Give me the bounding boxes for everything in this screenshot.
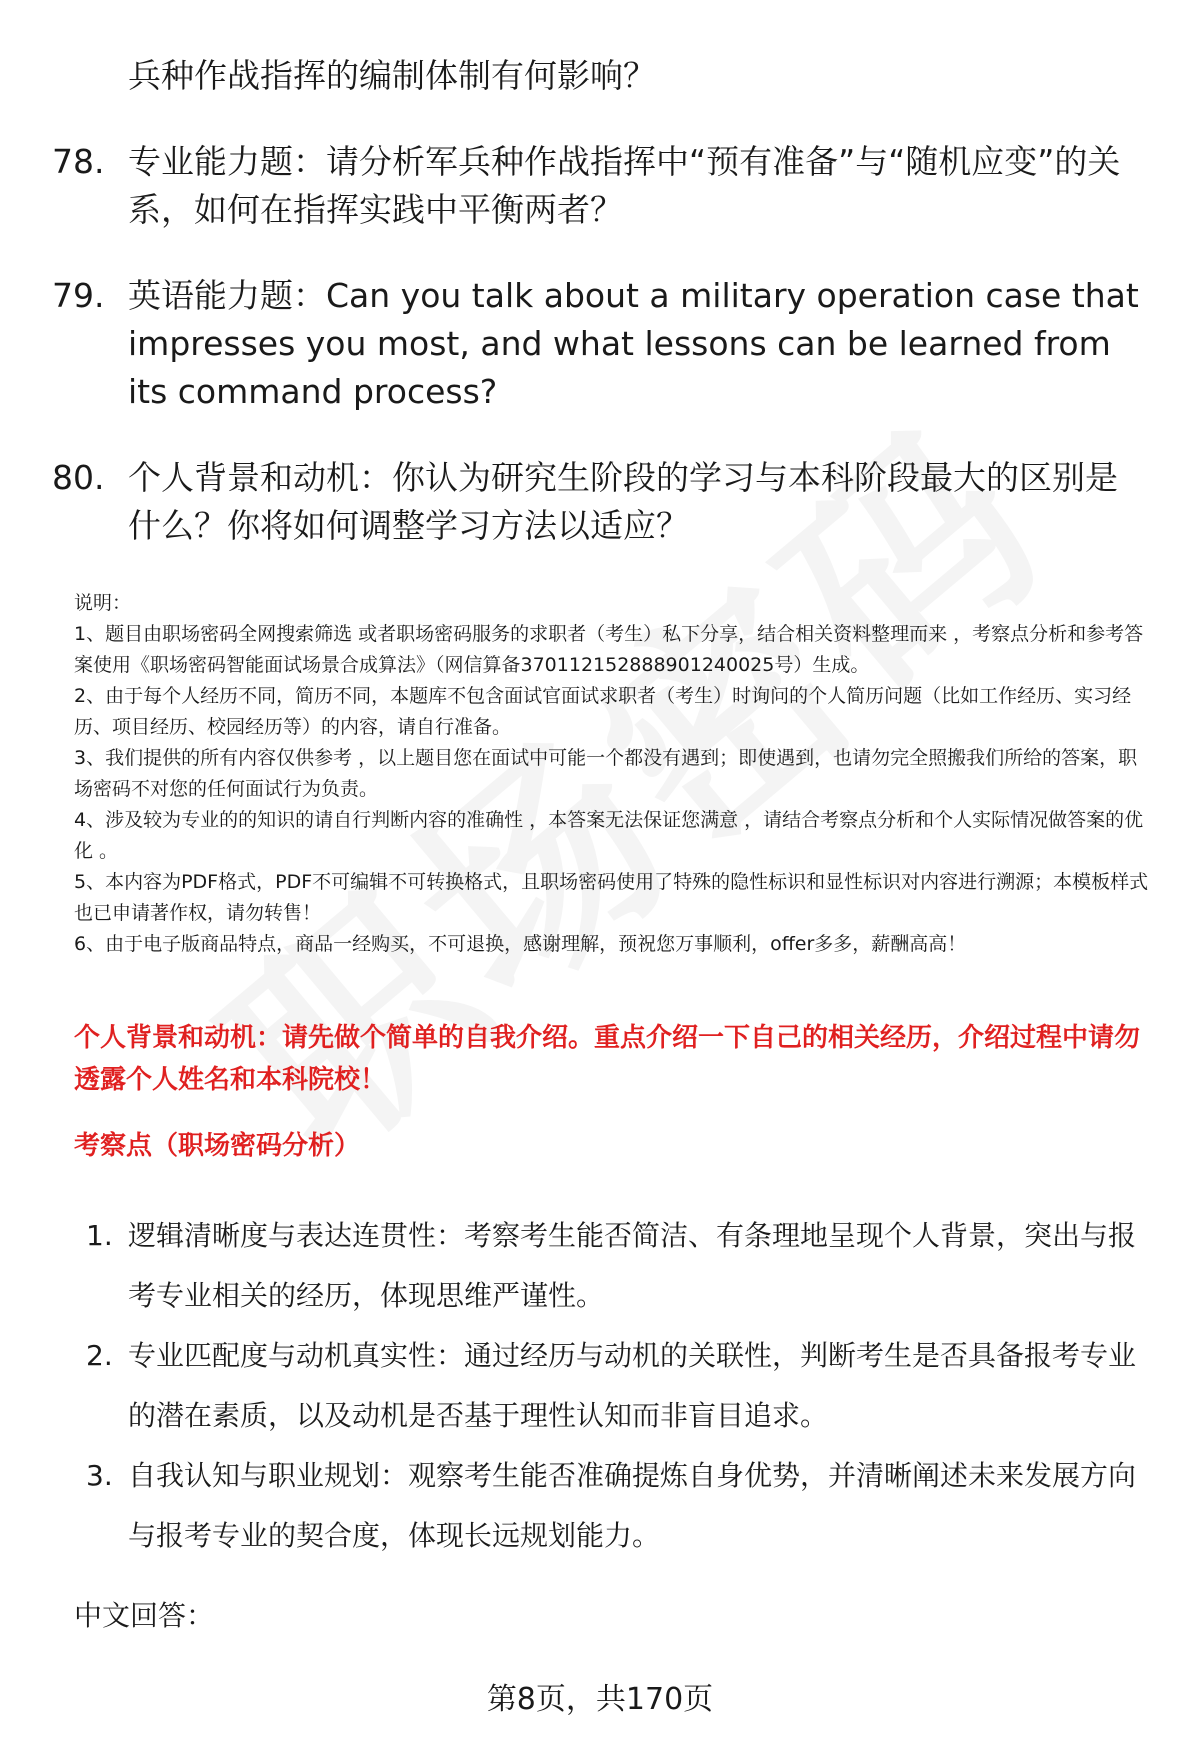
question-item [0, 52, 1200, 100]
point-number: 1. [86, 1219, 113, 1252]
analysis-point [0, 1206, 1200, 1326]
question-list [0, 52, 1200, 588]
question-item [0, 454, 1200, 550]
note-item: 5、本内容为PDF格式，PDF不可编辑不可转换格式，且职场密码使用了特殊的隐性标识和显性标识对内容进行溯源；本模板样式也已申请著作权，请勿转售！ [74, 871, 1149, 924]
note-item: 2、由于每个人经历不同，简历不同，本题库不包含面试官面试求职者（考生）时询问的个人简历问题（比如工作经历、实习经历、项目经历、校园经历等）的内容，请自行准备。 [74, 685, 1132, 738]
question-item [0, 138, 1200, 234]
notes-title: 说明： [74, 592, 132, 614]
question-text: 个人背景和动机：你认为研究生阶段的学习与本科阶段最大的区别是什么？你将如何调整学习方法以适应？ [128, 458, 1118, 545]
point-text: 专业匹配度与动机真实性：通过经历与动机的关联性，判断考生是否具备报考专业的潜在素质，以及动机是否基于理性认知而非盲目追求。 [128, 1339, 1137, 1432]
note-item: 3、我们提供的所有内容仅供参考 ，以上题目您在面试中可能一个都没有遇到；即使遇到，也请勿完全照搬我们所给的答案，职场密码不对您的任何面试行为负责。 [74, 747, 1138, 800]
analysis-heading: 考察点（职场密码分析） [74, 1131, 361, 1161]
question-text: 英语能力题：Can you talk about a military operation case that impresses you most, and what lessons can be learned from its command process? [128, 276, 1139, 411]
notes-section [74, 588, 1154, 960]
analysis-point [0, 1326, 1200, 1446]
point-text: 自我认知与职业规划：观察考生能否准确提炼自身优势，并清晰阐述未来发展方向与报考专业的契合度，体现长远规划能力。 [128, 1459, 1137, 1552]
note-item: 6、由于电子版商品特点，商品一经购买，不可退换，感谢理解，预祝您万事顺利，offer多多，薪酬高高！ [74, 933, 967, 955]
page-number: 第8页，共170页 [486, 1682, 714, 1717]
point-number: 2. [86, 1339, 113, 1372]
question-number: 80. [52, 458, 105, 497]
answer-label: 中文回答： [74, 1599, 215, 1632]
question-item [0, 272, 1200, 416]
note-item: 4、涉及较为专业的的知识的请自行判断内容的准确性 ，本答案无法保证您满意 ，请结合考察点分析和个人实际情况做答案的优化 。 [74, 809, 1144, 862]
question-text: 兵种作战指挥的编制体制有何影响？ [128, 56, 656, 95]
question-text: 专业能力题：请分析军兵种作战指挥中“预有准备”与“随机应变”的关系，如何在指挥实践中平衡两者？ [128, 142, 1121, 229]
note-item: 1、题目由职场密码全网搜索筛选 或者职场密码服务的求职者（考生）私下分享，结合相关资料整理而来 ，考察点分析和参考答案使用《职场密码智能面试场景合成算法》（网信算备370112152888901240025号）生成。 [74, 623, 1144, 676]
question-heading: 个人背景和动机：请先做个简单的自我介绍。重点介绍一下自己的相关经历，介绍过程中请勿透露个人姓名和本科院校！ [74, 1023, 1141, 1095]
question-number: 78. [52, 142, 105, 181]
analysis-point [0, 1446, 1200, 1566]
point-number: 3. [86, 1459, 113, 1492]
analysis-points [0, 1206, 1200, 1566]
question-number: 79. [52, 276, 105, 315]
point-text: 逻辑清晰度与表达连贯性：考察考生能否简洁、有条理地呈现个人背景，突出与报考专业相关的经历，体现思维严谨性。 [128, 1219, 1137, 1312]
